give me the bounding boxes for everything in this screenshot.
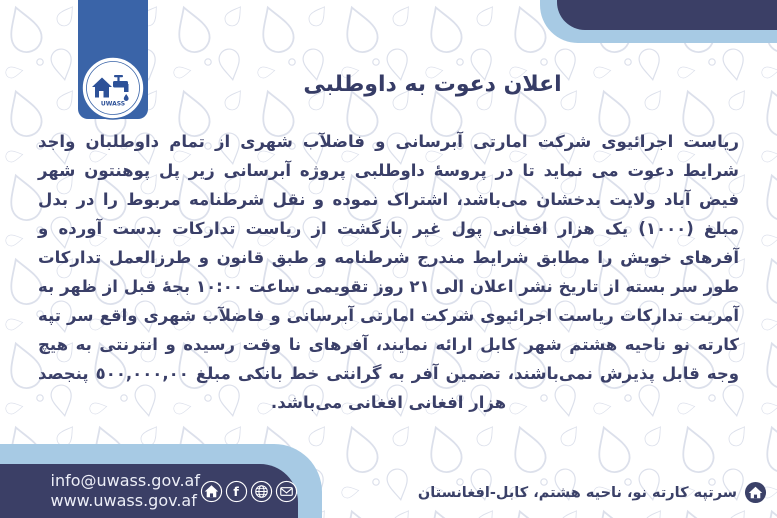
logo-emblem-icon xyxy=(81,56,145,120)
address-line xyxy=(418,481,767,504)
footer-icon-row xyxy=(200,480,298,503)
footer-contact-panel xyxy=(0,464,298,518)
page-title: اعلان دعوت به داوطلبی xyxy=(303,72,562,97)
home-address-icon xyxy=(744,481,767,504)
top-right-navy-bar xyxy=(557,0,777,30)
logo-ribbon xyxy=(78,0,148,119)
announcement-body: ریاست اجرائیوی شرکت امارتی آبرسانی و فاضلآب شهری از تمام داوطلبان واجد شرایط دعوت می نماید تا در پروسهٔ داوطلبی پروژه آبرسانی زیر پل پوهنتون شهر فیض آباد ولایت بدخشان می‌باشد، اشتراک نموده و نقل شرطنامه مربوط را در بدل مبلغ (١٠٠٠) یک هزار افغانی پول غیر بازگشت از ریاست تدارکات بدست آورده و آفرهای خویش را مطابق شرایط مندرج شرطنامه و طبق قانون و طرزالعمل تدارکات طور سر بسته از تاریخ نشر اعلان الی ٢١ روز تقویمی ساعت ١٠:٠٠ بجهٔ قبل از ظهر به آمریت تدارکات ریاست اجرائیوی شرکت امارتی آبرسانی و فاضلآب شهری واقع سر تپه کارته نو ناحیه هشتم شهر کابل ارائه نمایند، آفرهای نا وقت رسیده و انترنتی به هیچ وجه قابل پذیرش نمی‌باشند، تضمین آفر به گرانتی خط بانکی مبلغ ٥٠٠,٠٠٠,٠٠ پنجصد هزار افغانی افغانی می‌باشد. xyxy=(38,132,740,412)
website-text: www.uwass.gov.af xyxy=(50,491,197,510)
address-text: سرتپه کارته نو، ناحیه هشتم، کابل-افغانستان xyxy=(417,484,737,501)
svg-text:f: f xyxy=(233,483,239,499)
facebook-icon xyxy=(225,480,248,503)
logo-abbr-text: UWASS xyxy=(100,100,126,108)
contact-block xyxy=(51,471,201,511)
home-icon xyxy=(200,480,223,503)
email-icon xyxy=(275,480,298,503)
uwass-logo xyxy=(81,56,145,120)
globe-icon xyxy=(250,480,273,503)
email-text: info@uwass.gov.af xyxy=(50,471,200,490)
